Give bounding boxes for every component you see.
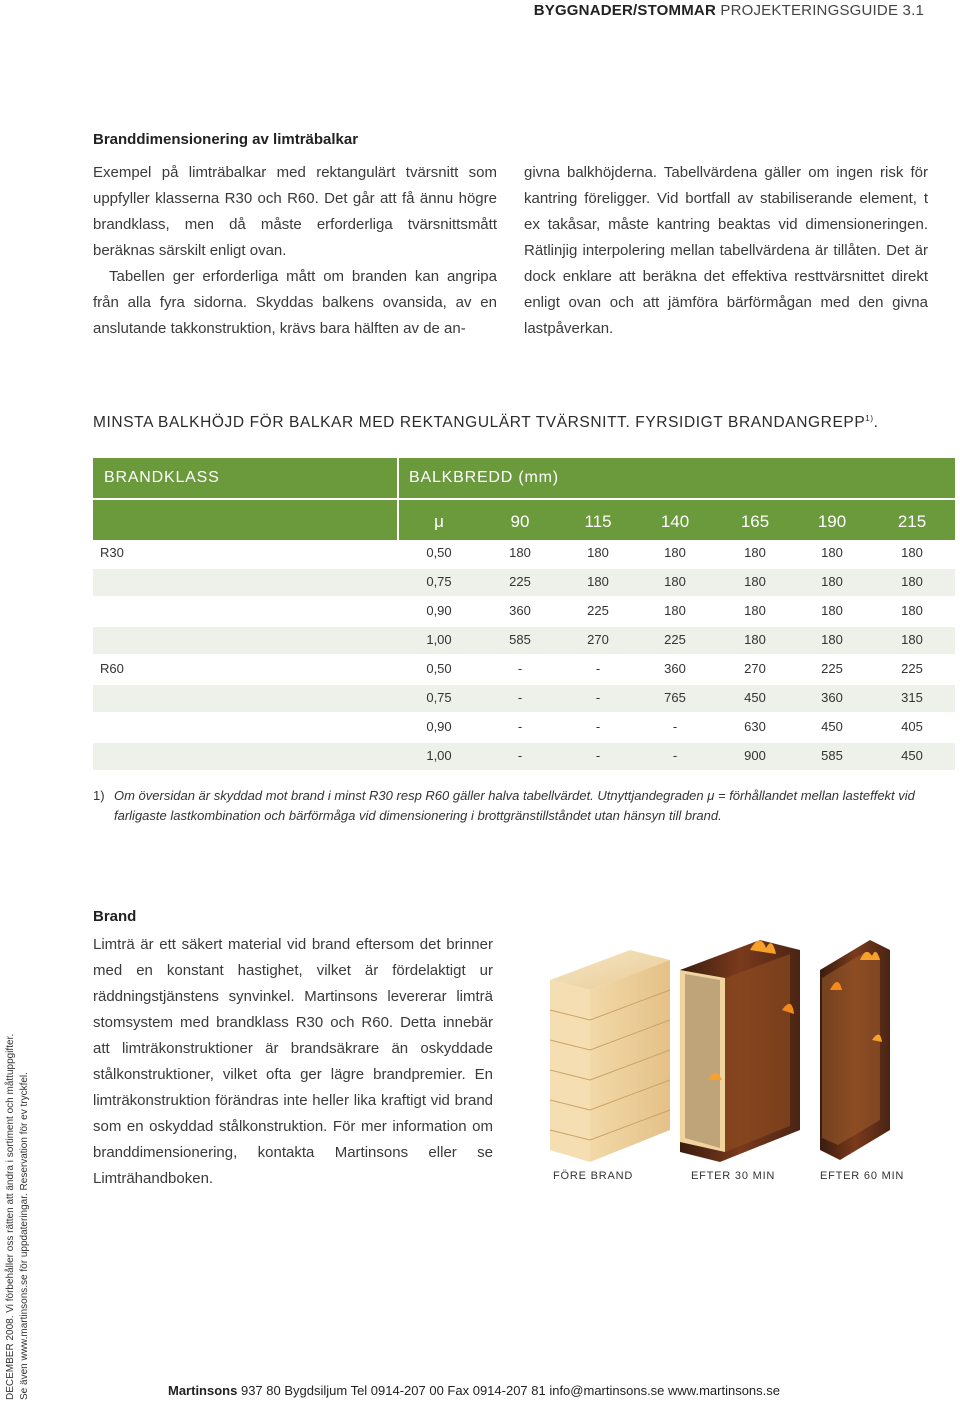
header-balkbredd: BALKBREDD (mm) (409, 469, 559, 486)
footer-brand: Martinsons (168, 1383, 238, 1398)
table-cell: - (595, 719, 601, 734)
caption-fore-brand: FÖRE BRAND (553, 1170, 634, 1182)
table-row (93, 569, 955, 596)
table-cell: 0,90 (426, 603, 452, 618)
table-cell: 180 (821, 632, 843, 647)
table-footnote (93, 786, 960, 826)
beam-before-fire (550, 950, 670, 1162)
header-guide: PROJEKTERINGSGUIDE 3.1 (720, 2, 924, 19)
table-cell: 0,50 (426, 661, 452, 676)
table-cell: 225 (901, 661, 923, 676)
fire-beam-illustration (520, 930, 960, 1170)
paragraph: Limträ är ett säkert material vid brand eftersom det brinner med en konstant hastighet, vilket är fördelaktigt ur räddningstjänstens synvinkel. Martinsons levererar limträ stomsystem med brandklass R30 och R60. Detta innebär att limträkonstruktioner är brandsäkrare än oskyddade stålkonstruktioner, vilket ofta ger lägre brandpremier. En limträkonstruktion förändras inte heller lika kraftigt vid brand som en oskyddad stålkonstruktion. För mer information om branddimensionering, kontakta Martinsons eller se Limträhandboken. (93, 936, 493, 1187)
header-brandklass: BRANDKLASS (104, 469, 220, 486)
section-title-brand: Brand (93, 908, 137, 925)
header-section: BYGGNADER/STOMMAR (533, 2, 716, 19)
side-disclaimer (4, 1000, 40, 1400)
table-cell: 225 (587, 603, 609, 618)
row-class-label: R30 (100, 545, 124, 560)
table-cell: 585 (821, 748, 843, 763)
footer-contact: 937 80 Bygdsiljum Tel 0914-207 00 Fax 0914-207 81 info@martinsons.se www.martinsons.se (240, 1383, 780, 1398)
table-cell: 180 (587, 545, 609, 560)
table-cell: 225 (821, 661, 843, 676)
table-cell: 315 (901, 690, 923, 705)
table-cell: 585 (509, 632, 531, 647)
table-cell: 225 (664, 632, 686, 647)
column-header: 115 (584, 512, 612, 531)
row-class-label: R60 (100, 661, 124, 676)
disclaimer-line-1: DECEMBER 2008. Vi förbehåller oss rätten att ändra i sortiment och måttuppgifter. (5, 1033, 16, 1400)
table-row (93, 685, 955, 712)
table-title-footnote-ref: 1) (865, 414, 874, 423)
table-cell: 270 (587, 632, 609, 647)
table-cell: 270 (744, 661, 766, 676)
table-cell: 180 (664, 545, 686, 560)
table-cell: 360 (664, 661, 686, 676)
table-cell: 0,75 (426, 574, 452, 589)
table-cell: 180 (744, 603, 766, 618)
paragraph: Exempel på limträbalkar med rektangulärt tvärsnitt som uppfyller klasserna R30 och R60. Det går att få ännu högre brandklass, men då måste erforderliga tvärsnittsmått beräknas särskilt enligt ovan. (93, 164, 497, 259)
table-cell: - (672, 719, 678, 734)
table-cell: - (517, 661, 523, 676)
brand-text (93, 932, 493, 1192)
table-row (93, 656, 955, 683)
table-cell: 225 (509, 574, 531, 589)
table-cell: - (595, 690, 601, 705)
table-header-divider (397, 458, 399, 540)
page-footer (168, 1383, 780, 1398)
table-cell: 180 (744, 632, 766, 647)
table-cell: 180 (509, 545, 531, 560)
table-cell: 180 (664, 603, 686, 618)
footnote-number: 1) (93, 788, 105, 803)
table-cell: 180 (901, 632, 923, 647)
table-cell: 180 (664, 574, 686, 589)
table-cell: 405 (901, 719, 923, 734)
paragraph: givna balkhöjderna. Tabellvärdena gäller om ingen risk för kantring föreligger. Vid bortfall av stabiliserande element, t ex takåsar, måste kantring beaktas vid dimensioneringen. Rätlinjig interpolering mellan tabellvärdena är tillåten. Det är dock enklare att beräkna det effektiva resttvärsnittet direkt enligt ovan och att jämföra bärförmågan med den givna lastpåverkan. (524, 164, 928, 337)
column-header: μ (434, 512, 444, 531)
table-cell: - (595, 748, 601, 763)
table-cell: - (672, 748, 678, 763)
column-header: 140 (660, 512, 690, 531)
table-cell: - (517, 690, 523, 705)
beam-after-60-min (820, 940, 890, 1160)
table-cell: 1,00 (426, 748, 452, 763)
table-cell: 180 (821, 545, 843, 560)
table-cell: 630 (744, 719, 766, 734)
table-cell: 0,50 (426, 545, 452, 560)
table-cell: 765 (664, 690, 686, 705)
disclaimer-line-2: Se även www.martinsons.se för uppdateringar. Reservation för ev tryckfel. (19, 1072, 30, 1400)
paragraph: Tabellen ger erforderliga mått om branden kan angripa från alla fyra sidorna. Skyddas balkens ovansida, av en anslutande takkonstruktion, krävs bara hälften av de an- (93, 268, 497, 337)
table-cell: - (595, 661, 601, 676)
table-cell: 180 (744, 545, 766, 560)
right-column-text (524, 160, 928, 342)
table-row (93, 598, 955, 625)
table-cell: - (517, 748, 523, 763)
table-row (93, 714, 955, 741)
table-cell: 450 (901, 748, 923, 763)
table-cell: 180 (587, 574, 609, 589)
column-header: 215 (897, 512, 927, 531)
caption-efter-30-min: EFTER 30 MIN (691, 1170, 776, 1182)
column-header: 165 (740, 512, 770, 531)
table-cell: 180 (821, 603, 843, 618)
table-cell: 180 (821, 574, 843, 589)
table-cell: 900 (744, 748, 766, 763)
table-cell: 0,75 (426, 690, 452, 705)
table-row (93, 627, 955, 654)
table-cell: 0,90 (426, 719, 452, 734)
footnote-text: Om översidan är skyddad mot brand i minst R30 resp R60 gäller halva tabellvärdet. Utnyttjandegraden μ = förhållandet mellan lasteffekt vid farligaste lastkombination och bärförmåga vid dimensionering i brottgränstillståndet utan hänsyn till brand. (114, 788, 915, 823)
table-cell: 360 (509, 603, 531, 618)
table-cell: 450 (821, 719, 843, 734)
table-row (93, 743, 955, 770)
table-cell: 450 (744, 690, 766, 705)
page-header (534, 2, 924, 19)
table-cell: 360 (821, 690, 843, 705)
table-cell: - (517, 719, 523, 734)
column-header: 190 (817, 512, 847, 531)
table-cell: 1,00 (426, 632, 452, 647)
section-title-branddimensionering: Branddimensionering av limträbalkar (93, 131, 359, 148)
table-row (93, 540, 955, 567)
table-cell: 180 (901, 545, 923, 560)
table-cell: 180 (744, 574, 766, 589)
table-title-text: MINSTA BALKHÖJD FÖR BALKAR MED REKTANGULÄRT TVÄRSNITT. FYRSIDIGT BRANDANGREPP (93, 414, 866, 432)
table-cell: 180 (901, 603, 923, 618)
left-column-text (93, 160, 497, 342)
table-title: MINSTA BALKHÖJD FÖR BALKAR MED REKTANGULÄRT TVÄRSNITT. FYRSIDIGT BRANDANGREPP$^{1)}$. (93, 414, 879, 432)
beam-after-30-min (680, 940, 800, 1162)
table-cell: 180 (901, 574, 923, 589)
caption-efter-60-min: EFTER 60 MIN (820, 1170, 905, 1182)
column-header: 90 (510, 512, 530, 531)
